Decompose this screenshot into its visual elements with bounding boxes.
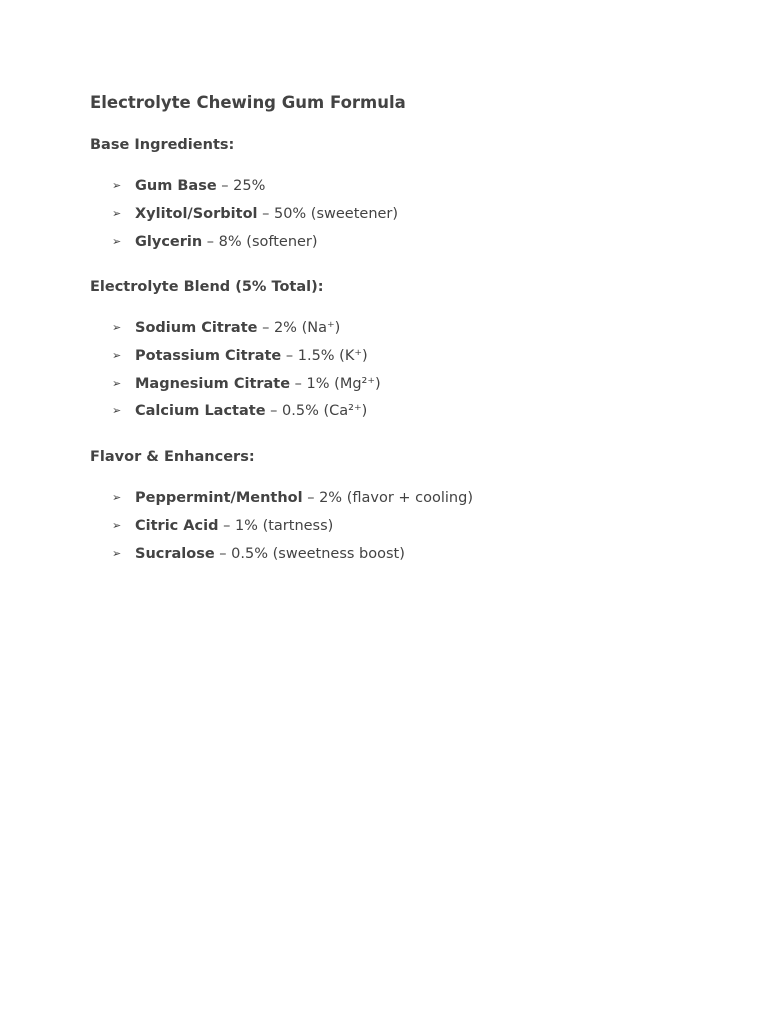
arrowhead-bullet-icon: ➢ (112, 348, 122, 362)
ingredient-name: Gum Base (135, 178, 217, 194)
arrowhead-bullet-icon: ➢ (112, 179, 122, 192)
list-item (112, 232, 398, 260)
list-item (112, 176, 398, 204)
arrowhead-bullet-icon: ➢ (112, 404, 122, 418)
arrowhead-bullet-icon: ➢ (112, 376, 122, 390)
ingredient-name: Xylitol/Sorbitol (135, 205, 258, 222)
arrowhead-bullet-icon: ➢ (112, 518, 122, 532)
ingredient-detail: – 50% (sweetener) (257, 205, 399, 222)
ingredient-name: Magnesium Citrate (135, 375, 291, 392)
ingredient-detail: – 1% (tartness) (218, 517, 334, 534)
ingredient-name: Sodium Citrate (135, 320, 258, 336)
section-heading-flavor-enhancers: Flavor & Enhancers: (90, 449, 255, 465)
document-title: Electrolyte Chewing Gum Formula (90, 93, 406, 112)
ingredient-detail: – 0.5% (sweetness boost) (214, 545, 405, 562)
ingredient-name: Peppermint/Menthol (135, 490, 303, 506)
ingredient-name: Glycerin (135, 233, 203, 250)
ingredient-name: Citric Acid (135, 517, 219, 534)
electrolyte-blend-list (112, 318, 381, 429)
arrowhead-bullet-icon: ➢ (112, 206, 122, 220)
flavor-enhancers-list (112, 488, 473, 571)
list-item (112, 488, 473, 516)
ingredient-name: Potassium Citrate (135, 347, 282, 364)
ingredient-name: Calcium Lactate (135, 403, 266, 420)
list-item (112, 516, 473, 544)
list-item (112, 544, 473, 572)
list-item (112, 374, 381, 402)
section-heading-electrolyte-blend: Electrolyte Blend (5% Total): (90, 279, 324, 295)
list-item (112, 401, 381, 429)
ingredient-detail: – 2% (Na⁺) (257, 320, 341, 336)
section-heading-base-ingredients: Base Ingredients: (90, 137, 235, 153)
arrowhead-bullet-icon: ➢ (112, 321, 122, 334)
list-item (112, 318, 381, 346)
base-ingredients-list (112, 176, 398, 259)
ingredient-detail: – 2% (flavor + cooling) (302, 490, 473, 506)
arrowhead-bullet-icon: ➢ (112, 546, 122, 560)
arrowhead-bullet-icon: ➢ (112, 234, 122, 248)
ingredient-detail: – 0.5% (Ca²⁺) (265, 403, 368, 420)
ingredient-detail: – 25% (216, 178, 266, 194)
ingredient-detail: – 1.5% (K⁺) (281, 347, 368, 364)
list-item (112, 204, 398, 232)
ingredient-detail: – 8% (softener) (202, 233, 318, 250)
ingredient-detail: – 1% (Mg²⁺) (290, 375, 381, 392)
ingredient-name: Sucralose (135, 545, 215, 562)
list-item (112, 346, 381, 374)
arrowhead-bullet-icon: ➢ (112, 491, 122, 504)
